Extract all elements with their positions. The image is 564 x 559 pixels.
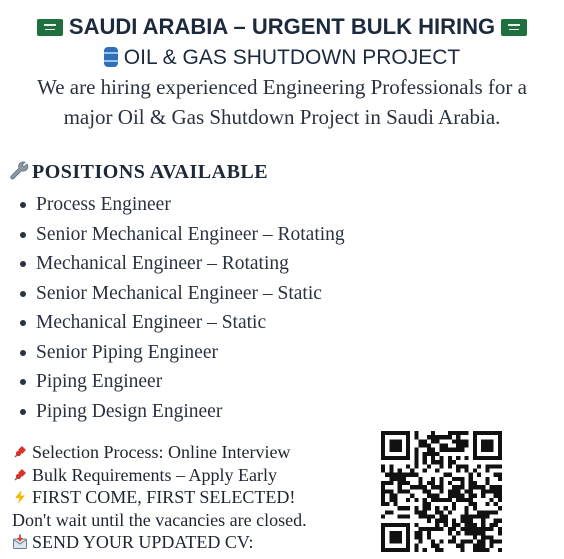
position-list xyxy=(8,190,345,426)
send-cv-text: SEND YOUR UPDATED CV: xyxy=(32,532,254,552)
list-item: Senior Mechanical Engineer – Rotating xyxy=(8,220,345,250)
positions-heading xyxy=(8,158,345,186)
saudi-flag-icon xyxy=(37,19,63,36)
selection-text: Selection Process: Online Interview xyxy=(32,442,291,462)
list-item: Senior Piping Engineer xyxy=(8,338,345,368)
list-item: Mechanical Engineer – Static xyxy=(8,308,345,338)
header xyxy=(0,10,564,132)
footer xyxy=(12,441,307,554)
pushpin-icon xyxy=(12,444,28,460)
list-item: Mechanical Engineer – Rotating xyxy=(8,249,345,279)
subtitle: OIL & GAS SHUTDOWN PROJECT xyxy=(123,46,461,69)
positions-heading-text: POSITIONS AVAILABLE xyxy=(32,161,269,183)
wrench-icon xyxy=(8,159,30,181)
intro-line: major Oil & Gas Shutdown Project in Saudi Arabia. xyxy=(63,105,501,129)
list-item: Process Engineer xyxy=(8,190,345,220)
list-item: Piping Engineer xyxy=(8,367,345,397)
saudi-flag-icon xyxy=(501,19,527,36)
intro-text xyxy=(0,72,564,132)
lightning-icon xyxy=(12,489,28,505)
selection-line xyxy=(12,441,307,464)
incoming-envelope-icon xyxy=(12,534,28,550)
positions-section xyxy=(8,158,345,426)
first-come-line xyxy=(12,486,307,509)
dont-wait-line: Don't wait until the vacancies are closed. xyxy=(12,509,307,530)
bulk-text: Bulk Requirements – Apply Early xyxy=(32,464,277,485)
pushpin-icon xyxy=(12,467,28,483)
send-cv-line xyxy=(12,531,307,554)
qr-code[interactable] xyxy=(381,431,502,552)
page-title: SAUDI ARABIA – URGENT BULK HIRING xyxy=(68,14,496,39)
title-line xyxy=(0,10,564,44)
list-item: Senior Mechanical Engineer – Static xyxy=(8,279,345,309)
list-item: Piping Design Engineer xyxy=(8,397,345,427)
first-come-text: FIRST COME, FIRST SELECTED! xyxy=(32,487,296,507)
oil-barrel-icon xyxy=(104,47,118,67)
intro-line: We are hiring experienced Engineering Professionals for a xyxy=(37,75,527,99)
bulk-line xyxy=(12,464,307,487)
subtitle-line xyxy=(0,44,564,72)
